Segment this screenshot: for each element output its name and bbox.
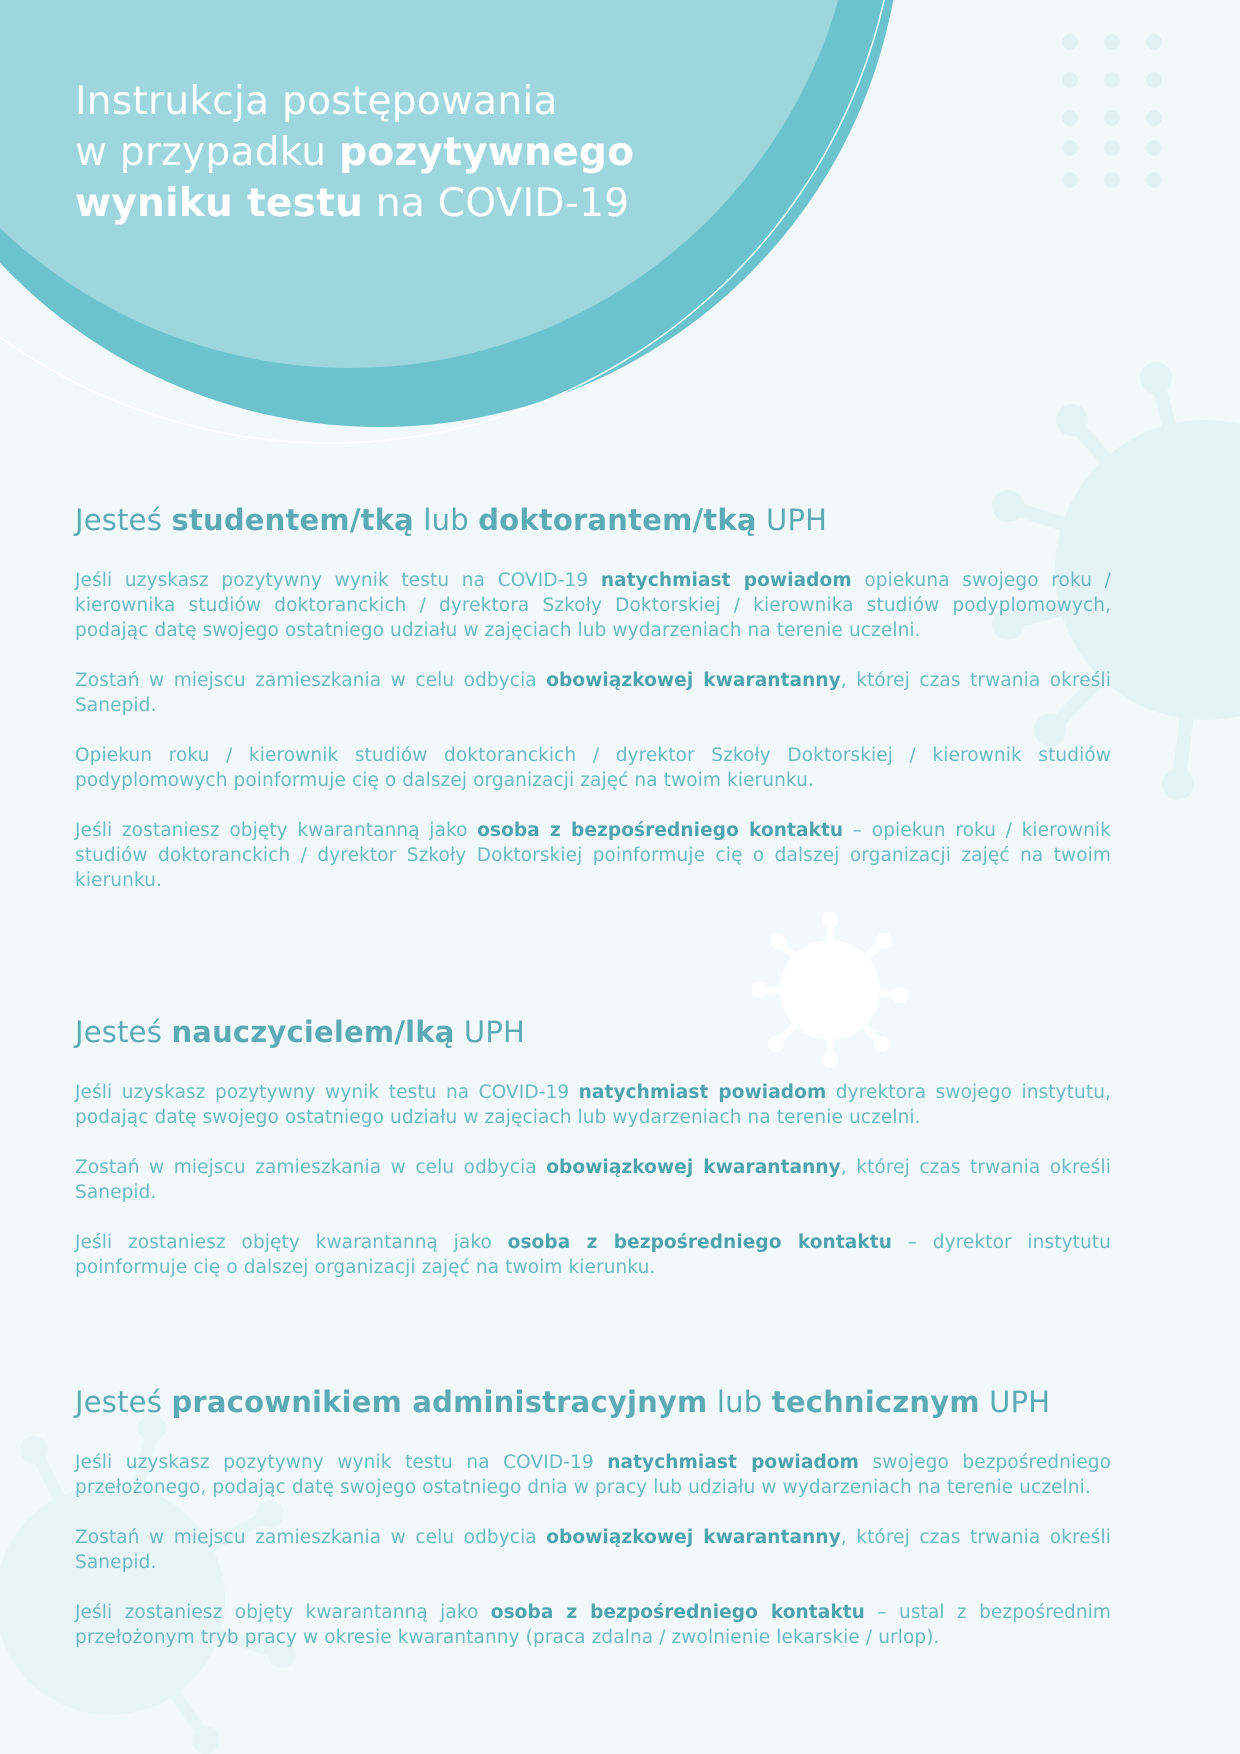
section-teachers (75, 1012, 1111, 1305)
section-students (75, 500, 1111, 918)
paragraph: Jeśli uzyskasz pozytywny wynik testu na COVID-19 natychmiast powiadom swojego bezpośredniego przełożonego, podając datę swojego ostatniego dnia w pracy lub udziału w wydarzeniach na terenie uczelni. (75, 1452, 1111, 1498)
paragraph: Zostań w miejscu zamieszkania w celu odbycia obowiązkowej kwarantanny, której czas trwania określi Sanepid. (75, 1527, 1111, 1573)
paragraph: Jeśli uzyskasz pozytywny wynik testu na COVID-19 natychmiast powiadom dyrektora swojego instytutu, podając datę swojego ostatniego udziału w zajęciach lub wydarzeniach na terenie uczelni. (75, 1082, 1112, 1128)
section-heading: Jesteś pracownikiem administracyjnym lub technicznym UPH (75, 1385, 1051, 1419)
section-heading: Jesteś nauczycielem/lką UPH (75, 1015, 526, 1049)
paragraph: Jeśli zostaniesz objęty kwarantanną jako osoba z bezpośredniego kontaktu – dyrektor instytutu poinformuje cię o dalszej organizacji zajęć na twoim kierunku. (75, 1232, 1111, 1278)
paragraph: Jeśli zostaniesz objęty kwarantanną jako osoba z bezpośredniego kontaktu – opiekun roku / kierownik studiów doktoranckich / dyrektor Szkoły Doktorskiej poinformuje cię o dalszej organizacji zajęć na twoim kierunku. (75, 820, 1111, 891)
page-title (75, 76, 735, 229)
paragraph: Opiekun roku / kierownik studiów doktoranckich / dyrektor Szkoły Doktorskiej / kierownik studiów podyplomowych poinformuje cię o dalszej organizacji zajęć na twoim kierunku. (75, 745, 1111, 791)
title-emphasis-result: wyniku testu (75, 181, 364, 226)
title-line-1: Instrukcja postępowania (75, 79, 558, 124)
dot-grid-pattern (1062, 34, 1162, 188)
section-admin-staff (75, 1382, 1111, 1675)
section-heading: Jesteś studentem/tką lub doktorantem/tką UPH (75, 503, 828, 537)
paragraph: Jeśli zostaniesz objęty kwarantanną jako osoba z bezpośredniego kontaktu – ustal z bezpośrednim przełożonym tryb pracy w okresie kwarantanny (praca zdalna / zwolnienie lekarskie / urlop). (75, 1602, 1112, 1648)
paragraph: Jeśli uzyskasz pozytywny wynik testu na COVID-19 natychmiast powiadom opiekuna swojego roku / kierownika studiów doktoranckich / dyrektora Szkoły Doktorskiej / kierownika studiów podyplomowych, podając datę swojego ostatniego udziału w zajęciach lub wydarzeniach na terenie uczelni. (75, 570, 1112, 641)
title-line-2-text: w przypadku (75, 130, 340, 175)
title-line-3-text: na COVID-19 (363, 181, 630, 226)
paragraph: Zostań w miejscu zamieszkania w celu odbycia obowiązkowej kwarantanny, której czas trwania określi Sanepid. (75, 670, 1111, 716)
paragraph: Zostań w miejscu zamieszkania w celu odbycia obowiązkowej kwarantanny, której czas trwania określi Sanepid. (75, 1157, 1111, 1203)
title-emphasis-positive: pozytywnego (339, 130, 635, 175)
